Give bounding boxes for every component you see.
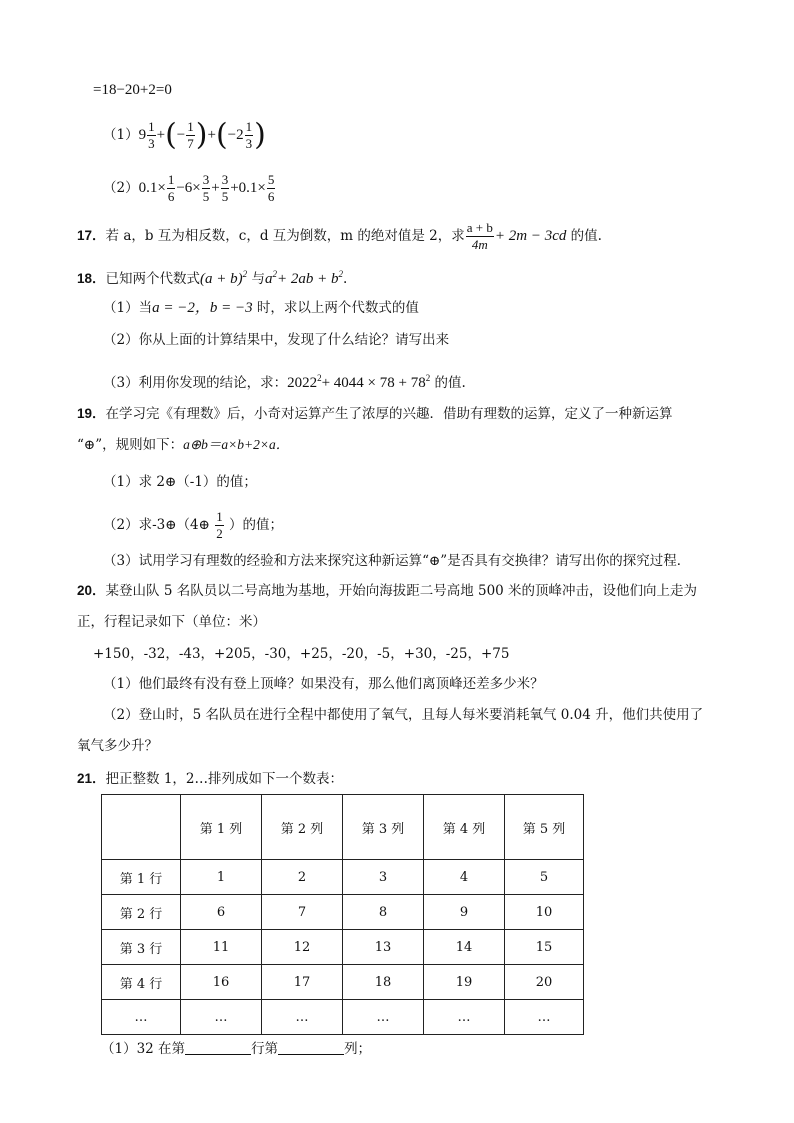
question-19-part1: （1）求 2⊕（-1）的值； [103,474,257,490]
table-cell: … [262,1000,343,1035]
question-19-rule: “⊕”，规则如下：a⊕b＝a×b+2×a． [77,437,290,453]
table-cell: 14 [424,930,505,965]
question-18: 18．已知两个代数式$(a + b)^2$ 与$a^2+ 2ab + b^2$. [77,269,348,287]
table-row [102,860,584,895]
q16-part2-frac1: $\frac{1}{6}$ [167,172,175,204]
q16-part1-label: （1） [103,127,139,143]
question-18-part3: （3）利用你发现的结论，求：$2022^2+ 4044 \times 78 + 78^2$ 的值. [103,373,466,391]
table-cell: 2 [262,860,343,895]
table-cell: 11 [181,930,262,965]
q16-part1-frac3: $\frac{1}{3}$ [245,119,253,151]
question-21-number: 21． [77,771,106,786]
q16-part2-frac2: $\frac{3}{5}$ [202,172,210,204]
question-19: 19．在学习完《有理数》后，小奇对运算产生了浓厚的兴趣．借助有理数的运算，定义了一种新运算 [77,406,673,422]
question-18-expr1: $(a + b)^2$ [200,269,248,287]
table-cell: 12 [262,930,343,965]
question-17-fraction: $\frac{a + b}{4m}$ [466,220,493,252]
question-17-text: 若 a，b 互为相反数，c，d 互为倒数，m 的绝对值是 2，求 [105,228,465,244]
table-cell: 10 [505,895,584,930]
table-cell: 4 [424,860,505,895]
question-20-part1: （1）他们最终有没有登上顶峰？如果没有，那么他们离顶峰还差多少米？ [103,676,544,692]
table-header-cell: 第 2 列 [262,795,343,860]
question-17-number: 17． [77,228,106,243]
question-20-part2: （2）登山时，5 名队员在进行全程中都使用了氧气，且每人每米要消耗氧气 0.04 升，他们共使用了 [103,707,704,723]
table-row [102,895,584,930]
question-19-part2: （2）求-3⊕（4⊕ $\frac{1}{2}$ ）的值； [103,509,284,541]
q16-part2-frac3: $\frac{3}{5}$ [221,172,229,204]
table-row-label: 第 3 行 [102,930,181,965]
answer-blank-row[interactable] [185,1040,251,1055]
table-cell: 16 [181,965,262,1000]
table-cell: … [181,1000,262,1035]
table-header-cell: 第 3 列 [343,795,424,860]
q16-part1-int1: 9 [138,127,147,143]
table-cell: … [505,1000,584,1035]
number-table [101,794,584,1035]
question-19-half-fraction: $\frac{1}{2}$ [216,509,223,541]
table-cell: 8 [343,895,424,930]
question-19-rule-formula: a⊕b＝a×b+2×a． [183,437,290,452]
table-header-row [102,795,584,860]
table-cell: 18 [343,965,424,1000]
question-18-expr2: $a^2+ 2ab + b^2$ [264,269,343,287]
table-header-cell: 第 4 列 [424,795,505,860]
q16-part1-int3: 2 [236,127,244,143]
table-corner-cell [102,795,181,860]
answer-blank-column[interactable] [278,1040,344,1055]
table-header-cell: 第 1 列 [181,795,262,860]
table-cell: … [343,1000,424,1035]
question-18-part2: （2）你从上面的计算结果中，发现了什么结论？请写出来 [103,332,450,348]
q16-part1: （1）9 $\frac{1}{3}$ +(− $\frac{1}{7}$ )+(−2 $\frac{1}{3}$ ) [103,117,266,153]
table-row-label: 第 4 行 [102,965,181,1000]
question-21: 21．把正整数 1，2…排列成如下一个数表： [77,771,344,787]
question-19-part3: （3）试用学习有理数的经验和方法来探究这种新运算“⊕”是否具有交换律？请写出你的探究过程． [103,553,691,569]
table-cell: 15 [505,930,584,965]
table-cell: 7 [262,895,343,930]
table-row-label: 第 2 行 [102,895,181,930]
previous-answer-line: =18−20+2=0 [93,82,172,98]
question-18-part1: （1）当a = −2，b = −3 时，求以上两个代数式的值 [103,300,419,316]
table-cell: 9 [424,895,505,930]
question-20-record: +150，-32，-43，+205，-30，+25，-20，-5，+30，-25，+75 [93,646,510,662]
q16-part1-frac2: $\frac{1}{7}$ [187,119,194,151]
question-20-part2-cont: 氧气多少升？ [77,738,158,754]
table-cell: 6 [181,895,262,930]
table-cell: 17 [262,965,343,1000]
question-17-expression: + 2m − 3cd [494,228,567,244]
question-19-number: 19． [77,406,106,421]
q16-part1-frac1: $\frac{1}{3}$ [148,119,155,151]
q16-part2-frac4: $\frac{5}{6}$ [267,172,275,204]
question-20-line2: 正，行程记录如下（单位：米） [77,614,266,630]
table-cell: 5 [505,860,584,895]
question-20-number: 20． [77,583,106,598]
question-18-number: 18． [77,271,106,286]
q16-part2-label: （2） [103,180,139,196]
table-cell: 20 [505,965,584,1000]
question-18-part3-expression: $2022^2+ 4044 \times 78 + 78^2$ [287,373,431,391]
table-cell: 13 [343,930,424,965]
question-17: 17．若 a，b 互为相反数，c，d 互为倒数，m 的绝对值是 2，求 $\frac{a + b}{4m}$ + 2m − 3cd 的值. [77,220,602,252]
table-cell: … [424,1000,505,1035]
table-row-label: 第 1 行 [102,860,181,895]
question-20: 20．某登山队 5 名队员以二号高地为基地，开始向海拔距二号高地 500 米的顶峰冲击，设他们向上走为 [77,583,698,599]
table-row [102,965,584,1000]
table-cell: 19 [424,965,505,1000]
table-row [102,1000,584,1035]
table-row-label: … [102,1000,181,1035]
q16-part2: （2）0.1× $\frac{1}{6}$ −6× $\frac{3}{5}$ + $\frac{3}{5}$ +0.1× $\frac{5}{6}$ [103,172,275,204]
table-cell: 3 [343,860,424,895]
table-row [102,930,584,965]
table-cell: 1 [181,860,262,895]
question-21-part1: （1）32 在第 行第 列； [101,1041,372,1057]
table-header-cell: 第 5 列 [505,795,584,860]
